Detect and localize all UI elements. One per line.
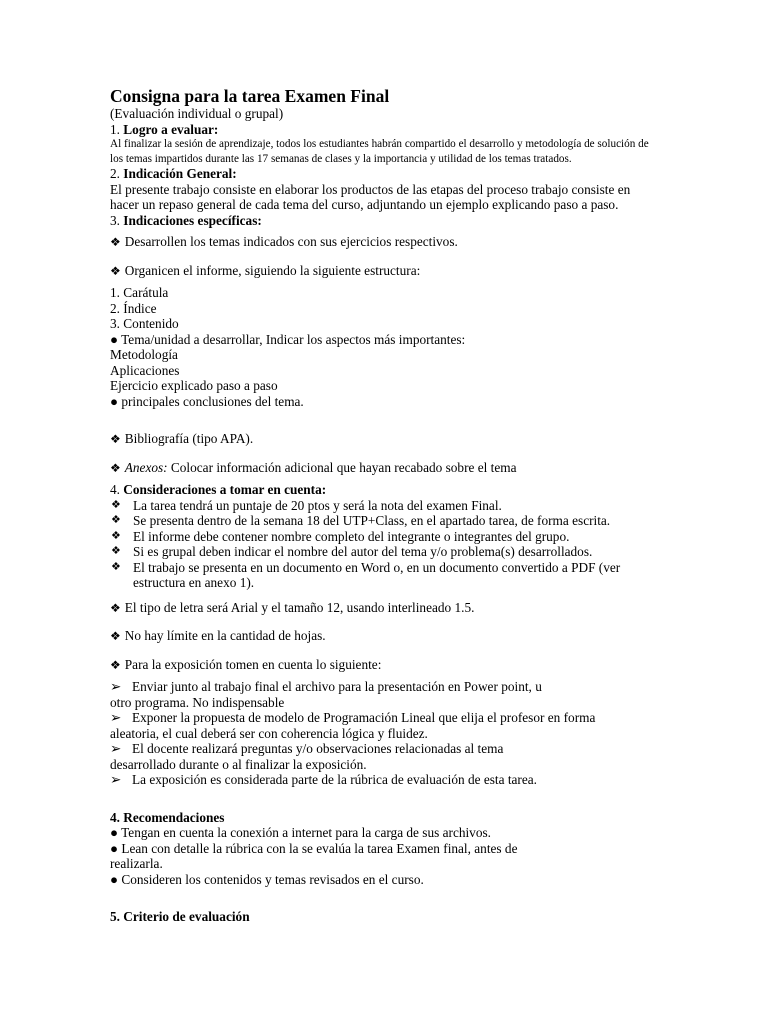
section-recomendaciones-heading: 4. Recomendaciones (110, 809, 225, 825)
conclusions-line: ● principales conclusiones del tema. (110, 393, 304, 409)
diamond-bullet-icon: ❖ (110, 263, 121, 278)
recommendation-item: ● Lean con detalle la rúbrica con la se evalúa la tarea Examen final, antes de (110, 840, 518, 856)
arrow-item (110, 741, 660, 772)
section-title: Consideraciones a tomar en cuenta: (123, 482, 327, 497)
item-text: El trabajo se presenta en un documento en Word o, en un documento convertido a PDF (ver estructura en anexo 1). (133, 559, 621, 590)
anexos-label: Anexos: (124, 459, 168, 475)
diamond-bullet-icon: ❖ (110, 657, 121, 672)
section-1-heading (110, 122, 660, 138)
sub-item: Metodología (110, 347, 178, 362)
structure-list (110, 285, 660, 332)
list-item: 1. Carátula (110, 285, 169, 300)
arrow-text: El docente realizará preguntas y/o observaciones relacionadas al tema (132, 741, 504, 756)
list-item: 3. Contenido (110, 316, 179, 331)
list-item (110, 498, 660, 514)
section-2-body: El presente trabajo consiste en elaborar los productos de las etapas del proceso trabajo consiste en hacer un repaso general de cada tema del curso, adjuntando un ejemplo explicando paso a paso. (110, 181, 631, 212)
bullet-text: Desarrollen los temas indicados con sus ejercicios respectivos. (124, 234, 458, 249)
diamond-bullet-icon: ❖ (111, 560, 121, 573)
diamond-bullet-icon: ❖ (110, 600, 121, 615)
section-2-heading (110, 166, 660, 182)
section-number: 1. (110, 121, 124, 137)
recommendation-item: ● Consideren los contenidos y temas revisados en el curso. (110, 871, 424, 887)
arrow-bullet-icon: ➢ (110, 679, 122, 694)
bullet-letra (110, 600, 660, 617)
bullet-bibliografia (110, 431, 660, 448)
arrow-item (110, 710, 660, 741)
arrow-text-continuation: desarrollado durante o al finalizar la exposición. (110, 756, 367, 772)
bullet-text: Colocar información adicional que hayan recabado sobre el tema (167, 459, 517, 475)
section-criterio-heading: 5. Criterio de evaluación (110, 909, 250, 924)
diamond-bullet-icon: ❖ (111, 514, 121, 526)
bullet-exposicion (110, 657, 660, 674)
arrow-item (110, 679, 660, 710)
diamond-bullet-icon: ❖ (110, 235, 121, 249)
diamond-bullet-icon: ❖ (110, 629, 121, 643)
arrow-bullet-icon: ➢ (110, 772, 122, 787)
arrow-bullet-icon: ➢ (110, 741, 122, 756)
list-item (110, 544, 660, 560)
section-number: 2. (110, 166, 124, 181)
arrow-text-continuation: aleatoria, el cual deberá ser con coherencia lógica y fluidez. (110, 725, 428, 741)
section-title: Indicaciones específicas: (123, 212, 262, 228)
arrow-text: Enviar junto al trabajo final el archivo para la presentación en Power point, u (132, 679, 542, 694)
bullet-text: No hay límite en la cantidad de hojas. (124, 628, 326, 643)
bullet-desarrollen (110, 234, 660, 251)
tema-line: ● Tema/unidad a desarrollar, Indicar los aspectos más importantes: (110, 331, 466, 347)
diamond-bullet-icon: ❖ (111, 498, 121, 511)
section-3-heading (110, 213, 660, 229)
bullet-text: Organicen el informe, siguiendo la siguiente estructura: (124, 262, 421, 278)
doc-subtitle: (Evaluación individual o grupal) (110, 106, 284, 121)
item-text: Si es grupal deben indicar el nombre del autor del tema y/o problema(s) desarrollados. (133, 544, 593, 559)
list-item (110, 560, 660, 591)
arrow-bullet-icon: ➢ (110, 710, 122, 725)
section-number: 4. (110, 482, 124, 497)
bullet-text: El tipo de letra será Arial y el tamaño 12, usando interlineado 1.5. (124, 599, 475, 615)
arrow-text: Exponer la propuesta de modelo de Programación Lineal que elija el profesor en forma (132, 710, 596, 725)
list-item (110, 513, 660, 529)
item-text: El informe debe contener nombre completo del integrante o integrantes del grupo. (133, 528, 570, 544)
section-title: Logro a evaluar: (123, 121, 219, 137)
sub-item: Aplicaciones (110, 362, 180, 378)
item-text: Se presenta dentro de la semana 18 del UTP+Class, en el apartado tarea, de forma escrita. (133, 513, 611, 528)
section-number: 3. (110, 212, 124, 228)
list-item (110, 529, 660, 545)
section-4-heading (110, 482, 660, 498)
considerations-list (110, 498, 660, 591)
list-item: 2. Índice (110, 300, 157, 316)
bullet-hojas (110, 628, 660, 645)
arrow-item (110, 772, 660, 788)
diamond-bullet-icon: ❖ (111, 529, 121, 542)
recommendation-item-continuation: realizarla. (110, 856, 163, 871)
diamond-bullet-icon: ❖ (111, 545, 121, 557)
bullet-anexos (110, 460, 660, 477)
section-title: Indicación General: (123, 166, 237, 181)
bullet-text: Para la exposición tomen en cuenta lo siguiente: (124, 656, 382, 672)
sub-item: Ejercicio explicado paso a paso (110, 378, 278, 393)
diamond-bullet-icon: ❖ (110, 432, 121, 446)
bullet-organicen (110, 263, 660, 280)
arrow-text-continuation: otro programa. No indispensable (110, 694, 285, 710)
doc-title: Consigna para la tarea Examen Final (110, 86, 390, 106)
document-content (110, 86, 660, 925)
item-text: La tarea tendrá un puntaje de 20 ptos y será la nota del examen Final. (133, 497, 502, 513)
diamond-bullet-icon: ❖ (110, 460, 121, 475)
recommendation-item: ● Tengan en cuenta la conexión a internet para la carga de sus archivos. (110, 825, 491, 840)
arrow-text: La exposición es considerada parte de la rúbrica de evaluación de esta tarea. (132, 772, 537, 787)
bullet-text: Bibliografía (tipo APA). (124, 431, 254, 446)
section-1-body: Al finalizar la sesión de aprendizaje, todos los estudiantes habrán compartido el desarrollo y metodología de solución de los temas impartidos durante las 17 semanas de clases y la importancia y utilidad de los temas tratados. (110, 138, 649, 165)
